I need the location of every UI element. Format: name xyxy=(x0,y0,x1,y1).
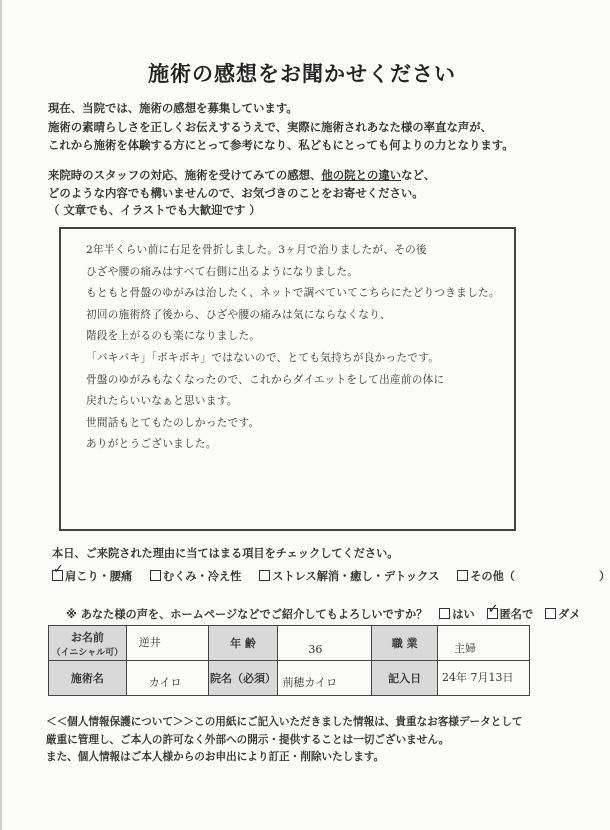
consent-anonymous[interactable]: ✓ 匿名で xyxy=(487,602,534,621)
table-row xyxy=(49,626,530,661)
consent-no[interactable]: ダメ xyxy=(545,608,580,621)
comment-line: 骨盤のゆがみもなくなったので、これからダイエットをして出産前の体に xyxy=(86,373,445,386)
reason-swelling[interactable]: むくみ・冷え性 xyxy=(150,568,241,584)
name-field[interactable]: 逆井 xyxy=(126,626,208,661)
comment-line: ありがとうございました。 xyxy=(86,438,217,451)
check-mark-icon: ✓ xyxy=(53,562,64,577)
reason-question: 本日、ご来院された理由に当てはまる項目をチェックしてください。 xyxy=(52,547,399,560)
reason-stress[interactable]: ストレス解消・癒し・デトックス xyxy=(259,568,439,584)
name-sublabel: （イニシャル可） xyxy=(51,647,124,658)
privacy-line: ＜＜個人情報保護について＞＞この用紙にご記入いただきました情報は、貴重なお客様データとして xyxy=(46,716,523,728)
intro-paragraph xyxy=(48,99,568,155)
comment-line: 階段を上がるのも楽になりました。 xyxy=(86,330,261,343)
name-label: お名前 （イニシャル可） xyxy=(49,626,127,661)
treatment-label: 施術名 xyxy=(49,661,127,696)
underlined-phrase: 他の院との違い xyxy=(321,168,402,182)
reason-other[interactable]: その他（ xyxy=(457,568,515,584)
request-line: 来院時のスタッフの対応、施術を受けてみての感想、他の院との違いなど、 xyxy=(48,168,436,182)
clinic-name-label: 院名（必須） xyxy=(208,661,278,696)
checkbox[interactable] xyxy=(439,608,450,619)
job-field[interactable]: 主婦 xyxy=(438,626,530,661)
request-line: どのような内容でも構いませんので、お気づきのことをお寄せください。 xyxy=(48,185,424,200)
consent-row xyxy=(66,602,581,622)
info-table xyxy=(48,625,530,696)
comment-line: ひざや腰の痛みはすべて右側に出るようになりました。 xyxy=(86,265,359,278)
intro-line: 現在、当院では、施術の感想を募集しています。 xyxy=(48,101,298,115)
request-line: （ 文章でも、イラストでも大歓迎です ） xyxy=(48,203,261,217)
age-field[interactable]: 36 xyxy=(278,626,372,661)
comment-line: 初回の施術終了後から、ひざや腰の痛みは気にならなくなり、 xyxy=(86,308,392,321)
intro-line: 施術の素晴らしさを正しくお伝えするうえで、実際に施術されあなた様の率直な声が、 xyxy=(48,119,493,134)
comment-line: 2年半くらい前に右足を骨折しました。3ヶ月で治りましたが、その後 xyxy=(86,244,427,256)
privacy-notice xyxy=(46,714,586,767)
reason-shoulder-back[interactable]: ✓ 肩こり・腰痛 xyxy=(53,562,133,583)
checkbox[interactable] xyxy=(150,570,161,581)
comment-line: 「バキバキ」「ボキボキ」ではないので、とても気持ちが良かったです。 xyxy=(86,351,440,364)
check-mark-icon: ✓ xyxy=(487,602,499,617)
checkbox[interactable] xyxy=(545,608,556,619)
age-label: 年 齢 xyxy=(208,626,278,661)
page-title: 施術の感想をお聞かせください xyxy=(148,62,456,86)
comment-line: もともと骨盤のゆがみは治したく、ネットで調べていてこちらにたどりつきました。 xyxy=(86,287,500,300)
request-paragraph xyxy=(48,167,588,220)
intro-line: これから施術を体験する方にとって参考になり、私どもにとっても何よりの力となります。 xyxy=(48,138,514,152)
other-close-paren: ） xyxy=(598,570,610,583)
checkbox[interactable] xyxy=(457,570,468,581)
date-label: 記入日 xyxy=(372,661,438,696)
reason-checklist xyxy=(52,562,610,584)
privacy-line: 厳重に管理し、ご本人の許可なく外部への開示・提供することは一切ございません。 xyxy=(46,733,450,746)
treatment-field[interactable]: カイロ xyxy=(126,661,208,696)
job-label: 職 業 xyxy=(372,626,438,661)
consent-question: ※ あなた様の声を、ホームページなどでご紹介してもよろしいですか？ xyxy=(66,608,428,621)
comment-line: 世間話もとてもたのしかったです。 xyxy=(86,416,260,429)
checkbox[interactable] xyxy=(259,570,270,581)
privacy-line: また、個人情報はご本人様からのお申出により訂正・削除いたします。 xyxy=(46,751,385,763)
handwritten-comment xyxy=(86,240,516,456)
date-field[interactable]: 24年 7月13日 xyxy=(438,661,530,696)
consent-yes[interactable]: はい xyxy=(439,608,474,621)
clinic-name-field[interactable]: 荊穂カイロ xyxy=(278,661,372,696)
scan-edge xyxy=(0,0,2,830)
comment-line: 戻れたらいいなぁと思います。 xyxy=(86,395,238,408)
table-row xyxy=(49,661,530,696)
